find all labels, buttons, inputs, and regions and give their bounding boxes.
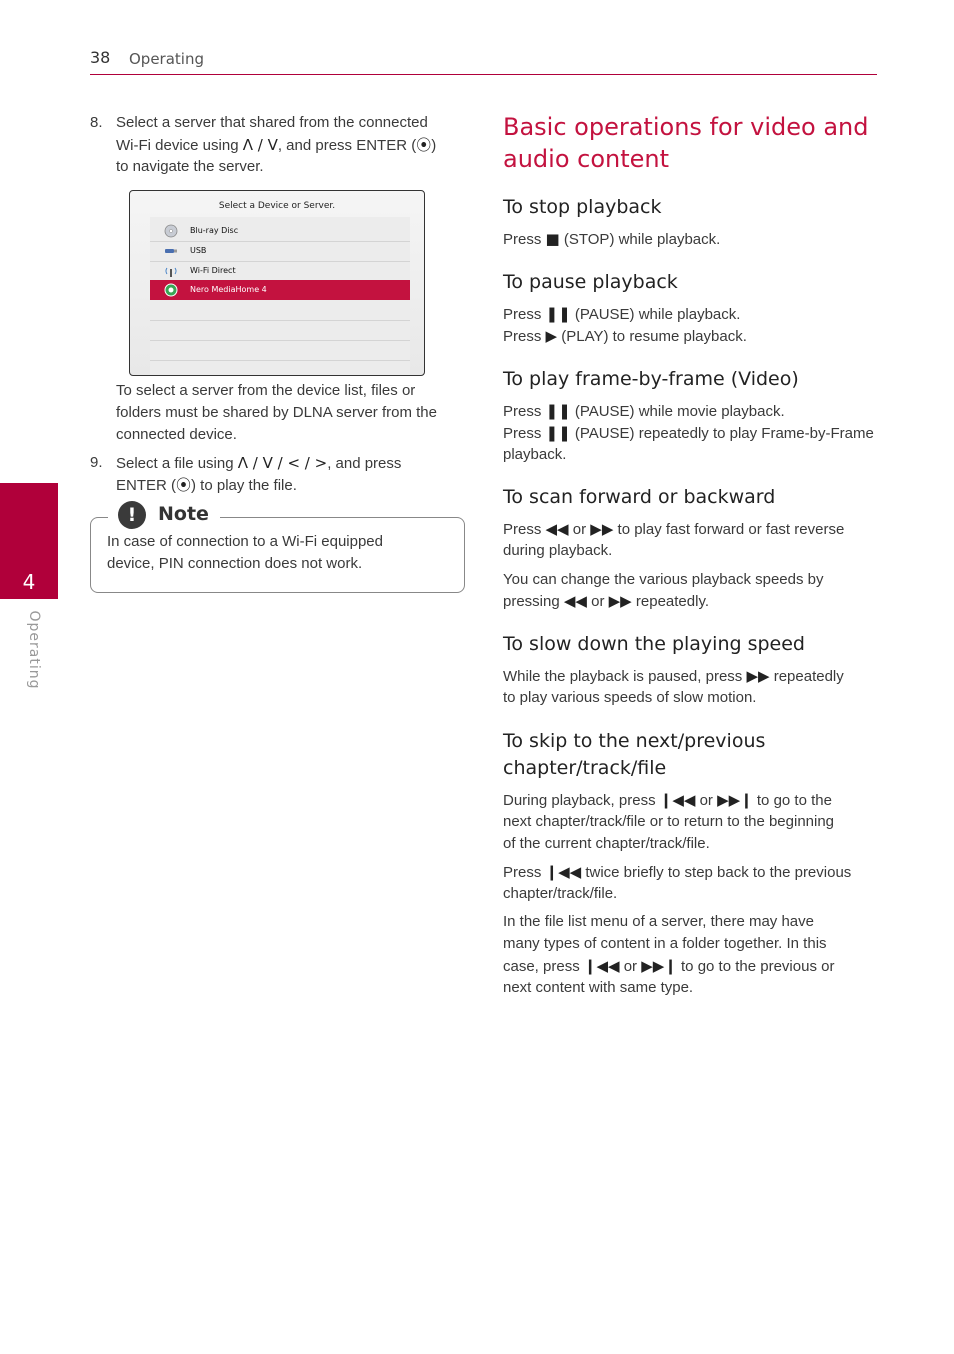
heading-stop: To stop playback [503, 196, 662, 218]
play-text-b: (PLAY) to resume playback. [561, 328, 747, 345]
pause-icon: ❚❚ [545, 402, 571, 420]
skip-text-a: During playback, press [503, 792, 656, 809]
rewind-icon: ◀◀ [563, 592, 587, 610]
device-list-screenshot [129, 190, 425, 376]
pause-line-2 [503, 325, 747, 348]
slow-text-b: repeatedly [773, 668, 844, 685]
para-line-2: folders must be shared by DLNA server from the [116, 404, 437, 421]
heading-pause: To pause playback [503, 271, 678, 293]
step-8-text-b: , and press ENTER ( [277, 137, 417, 154]
step-8-text-a: Wi-Fi device using [116, 137, 239, 154]
frame-line-2 [503, 422, 874, 445]
skip-text-e: case, press [503, 958, 580, 975]
step-8-line-2 [116, 134, 436, 157]
skip-previous-icon: ❙◀◀ [583, 957, 620, 975]
frame-line-1 [503, 400, 785, 423]
skip-previous-icon: ❙◀◀ [659, 791, 696, 809]
heading-skip-line-2: chapter/track/file [503, 757, 667, 779]
device-item-selected [150, 280, 410, 300]
list-divider [150, 360, 410, 361]
pause-icon: ❚❚ [545, 424, 571, 442]
scan-or: or [572, 521, 587, 538]
scan-or-2: or [591, 593, 605, 610]
skip-next-icon: ▶▶❙ [717, 791, 753, 809]
scan-line-2: during playback. [503, 542, 613, 559]
frame-line-3: playback. [503, 446, 567, 463]
step-8-line-3: to navigate the server. [116, 158, 264, 175]
stop-icon: ■ [545, 230, 560, 248]
skip-p3-line-3 [503, 955, 834, 978]
skip-or: or [699, 792, 713, 809]
device-label: Blu-ray Disc [190, 226, 239, 235]
fast-forward-icon: ▶▶ [590, 520, 614, 538]
stop-line [503, 228, 720, 251]
skip-text-d: twice briefly to step back to the previous [585, 864, 852, 881]
device-label: Wi-Fi Direct [190, 266, 236, 275]
device-item-wifi-direct [150, 261, 410, 281]
heading-scan: To scan forward or backward [503, 486, 776, 508]
heading-slow: To slow down the playing speed [503, 633, 805, 655]
step-9-text-d: ) to play the file. [191, 477, 297, 494]
chapter-tab-label: Operating [26, 610, 42, 690]
enter-icon: ⦿ [176, 476, 192, 494]
play-icon: ▶ [545, 327, 558, 345]
up-down-arrows-icon: Λ / V [242, 136, 278, 154]
page-number: 38 [90, 48, 111, 67]
fast-forward-icon: ▶▶ [608, 592, 632, 610]
enter-icon: ⦿ [416, 136, 432, 154]
skip-p1-line-3: of the current chapter/track/file. [503, 835, 710, 852]
disc-icon [164, 224, 178, 238]
server-icon [164, 283, 178, 297]
note-line-2: device, PIN connection does not work. [107, 555, 363, 572]
heading-skip [503, 728, 883, 782]
scan-line-4 [503, 590, 709, 613]
scan-line-3: You can change the various playback speeds by [503, 571, 824, 588]
list-divider [150, 340, 410, 341]
play-text-a: Press [503, 328, 542, 345]
skip-text-b: to go to the [756, 792, 832, 809]
skip-p1-line-2: next chapter/track/file or to return to the beginning [503, 813, 835, 830]
frame-text-b: (PAUSE) while movie playback. [574, 403, 785, 420]
skip-p3-line-4: next content with same type. [503, 979, 694, 996]
skip-p3-line-2: many types of content in a folder together. In this [503, 935, 827, 952]
fast-forward-icon: ▶▶ [746, 667, 770, 685]
skip-previous-icon: ❙◀◀ [545, 863, 582, 881]
heading-frame: To play frame-by-frame (Video) [503, 368, 799, 390]
skip-p1-line-1 [503, 789, 832, 812]
step-9-text-a: Select a file using [116, 455, 234, 472]
step-9-text-c: ENTER ( [116, 477, 176, 494]
step-9-line-1 [116, 452, 401, 475]
note-line-1: In case of connection to a Wi-Fi equipped [107, 533, 383, 550]
rewind-icon: ◀◀ [545, 520, 569, 538]
scan-text-c: pressing [503, 593, 560, 610]
direction-arrows-icon: Λ / V / < / > [237, 454, 328, 472]
step-9-text-b: , and press [327, 455, 402, 472]
slow-line-1 [503, 665, 844, 688]
pause-text-a: Press [503, 306, 542, 323]
chapter-tab-number: 4 [22, 570, 36, 594]
stop-text-a: Press [503, 231, 542, 248]
skip-text-f: to go to the previous or [681, 958, 835, 975]
para-line-1: To select a server from the device list, files or [116, 382, 416, 399]
stop-text-b: (STOP) while playback. [563, 231, 721, 248]
section-title [503, 111, 888, 175]
screenshot-title: Select a Device or Server. [218, 201, 336, 211]
pause-icon: ❚❚ [545, 305, 571, 323]
frame-text-c: Press [503, 425, 542, 442]
frame-text-a: Press [503, 403, 542, 420]
frame-text-d: (PAUSE) repeatedly to play Frame-by-Frame [574, 425, 874, 442]
device-item-bluray [150, 221, 410, 241]
pause-text-b: (PAUSE) while playback. [574, 306, 741, 323]
pause-line-1 [503, 303, 740, 326]
skip-text-c: Press [503, 864, 542, 881]
step-8-number: 8. [90, 114, 103, 131]
wifi-icon [164, 264, 178, 278]
device-label: Nero MediaHome 4 [190, 285, 267, 294]
skip-p2-line-1 [503, 861, 851, 884]
section-title-line-1: Basic operations for video and [503, 113, 869, 141]
para-line-3: connected device. [116, 426, 237, 443]
skip-next-icon: ▶▶❙ [641, 957, 677, 975]
section-title-line-2: audio content [503, 145, 670, 173]
exclamation-icon: ! [118, 501, 146, 529]
scan-text-a: Press [503, 521, 542, 538]
device-label: USB [190, 246, 207, 255]
scan-text-d: repeatedly. [635, 593, 709, 610]
note-title: Note [158, 503, 209, 525]
step-8-line-1: Select a server that shared from the connected [116, 114, 428, 131]
skip-p2-line-2: chapter/track/file. [503, 885, 618, 902]
heading-skip-line-1: To skip to the next/previous [503, 730, 766, 752]
scan-line-1 [503, 518, 844, 541]
list-divider [150, 320, 410, 321]
skip-or-2: or [623, 958, 638, 975]
step-9-line-2 [116, 474, 297, 497]
device-item-usb [150, 241, 410, 261]
step-9-number: 9. [90, 454, 103, 471]
scan-text-b: to play fast forward or fast reverse [617, 521, 845, 538]
slow-line-2: to play various speeds of slow motion. [503, 689, 757, 706]
skip-p3-line-1: In the file list menu of a server, there may have [503, 913, 814, 930]
usb-icon [164, 244, 178, 258]
step-8-text-c: ) [431, 137, 437, 154]
slow-text-a: While the playback is paused, press [503, 668, 743, 685]
section-header: Operating [129, 50, 204, 68]
header-rule [90, 74, 877, 75]
